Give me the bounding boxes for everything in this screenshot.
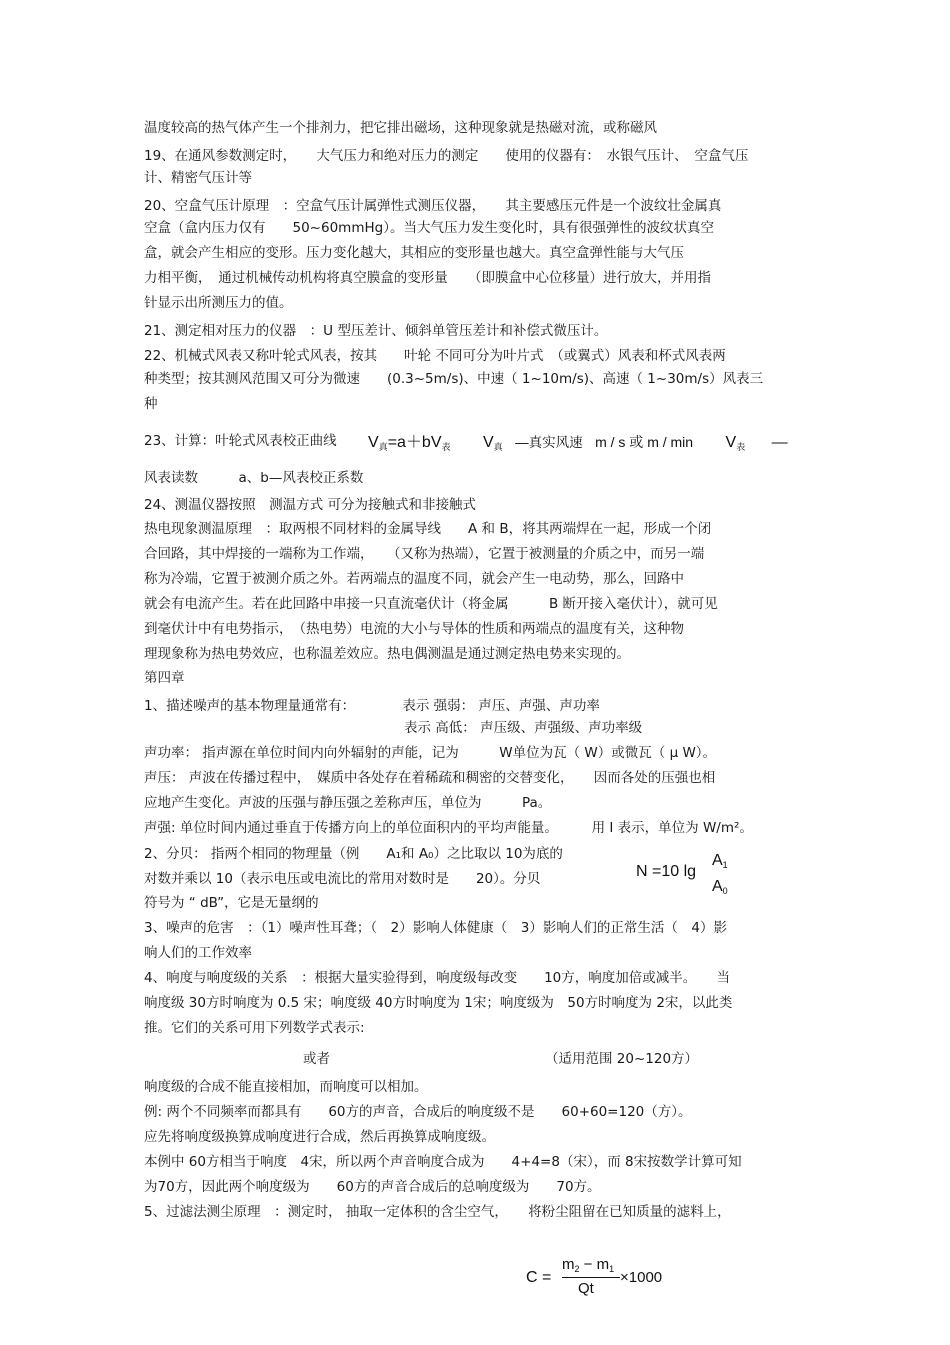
text-line: 响度级的合成不能直接相加，而响度可以相加。: [144, 1079, 428, 1095]
text-line: 温度较高的热气体产生一个排剂力，把它排出磁场，这种现象就是热磁对流，或称磁风: [144, 120, 657, 136]
text-line: 23、计算：叶轮式风表校正曲线: [144, 433, 337, 449]
text-line: 24、测温仪器按照 测温方式 可分为接触式和非接触式: [144, 497, 476, 513]
text-line: 空盒（盒内压力仅有 50~60mmHg）。当大气压力发生变化时，具有很强弹性的波纹状真空: [144, 220, 714, 236]
text-line: 推。它们的关系可用下列数学式表示:: [144, 1020, 365, 1036]
text-line: 种类型；按其测风范围又可分为微速 (0.3~5m/s)、中速（ 1~10m/s)、高速（ 1~30m/s）风表三: [144, 371, 764, 387]
text-line: 符号为 “ dB”，它是无量纲的: [144, 895, 319, 911]
text-line: 力相平衡， 通过机械传动机构将真空膜盒的变形量 （即膜盒中心位移量）进行放大，并用指: [144, 270, 711, 286]
text-line: 就会有电流产生。若在此回路中串接一只直流毫伏计（将金属 B 断开接入毫伏计），就可见: [144, 596, 718, 612]
text-line: （适用范围 20~120方）: [545, 1051, 699, 1067]
text-line: 风表读数 a、b—风表校正系数: [144, 470, 364, 486]
text-line: 理现象称为热电势效应，也称温差效应。热电偶测温是通过测定热电势来实现的。: [144, 646, 630, 662]
chapter-heading: 第四章: [144, 670, 185, 686]
text-line: 计、精密气压计等: [144, 170, 252, 186]
text-line: 2、分贝： 指两个相同的物理量（例 A₁和 A₀）之比取以 10为底的: [144, 846, 563, 862]
text-line: 4、响度与响度级的关系 ：根据大量实验得到，响度级每改变 10方，响度加倍或减半。 当: [144, 970, 731, 986]
text-line: 3、噪声的危害 ：（1）噪声性耳聋；（ 2）影响人体健康（ 3）影响人们的正常生活（ 4）影: [144, 920, 727, 936]
text-line: 1、描述噪声的基本物理量通常有： 表示 强弱： 声压、声强、声功率: [144, 698, 600, 714]
text-line: 种: [144, 396, 158, 412]
text-line: 合回路，其中焊接的一端称为工作端， （又称为热端），它置于被测量的介质之中，而另一端: [144, 546, 705, 562]
text-line: 热电现象测温原理 ：取两根不同材料的金属导线 A 和 B，将其两端焊在一起，形成一个闭: [144, 521, 712, 537]
text-line: 应地产生变化。声波的压强与静压强之差称声压，单位为 Pa。: [144, 795, 552, 811]
formula-decibel: N =10 lg A1 A0: [636, 852, 728, 896]
text-line: 19、在通风参数测定时， 大气压力和绝对压力的测定 使用的仪器有： 水银气压计、 空盒气压: [144, 148, 749, 164]
text-line: 声强: 单位时间内通过垂直于传播方向上的单位面积内的平均声能量。 用 I 表示，单位为 W/m²。: [144, 820, 753, 836]
text-line: 或者: [303, 1051, 330, 1067]
text-line: 声压： 声波在传播过程中， 媒质中各处存在着稀疏和稠密的交替变化， 因而各处的压强也相: [144, 770, 716, 786]
text-line: 表示 高低： 声压级、声强级、声功率级: [404, 720, 643, 736]
formula-dust-concentration: C = $m_2 - m_1$ Qt ×1000: [526, 1256, 663, 1297]
text-line: 针显示出所测压力的值。: [144, 295, 293, 311]
text-line: 响度级 30方时响度为 0.5 宋；响度级 40方时响度为 1宋；响度级为 50方时响度为 2宋，以此类: [144, 995, 733, 1011]
text-line: 盒，就会产生相应的变形。压力变化越大，其相应的变形量也越大。真空盒弹性能与大气压: [144, 245, 684, 261]
text-line: 为70方，因此两个响度级为 60方的声音合成后的总响度级为 70方。: [144, 1179, 601, 1195]
text-line: 21、测定相对压力的仪器 ：U 型压差计、倾斜单管压差计和补偿式微压计。: [144, 323, 608, 339]
text-line: 应先将响度级换算成响度进行合成，然后再换算成响度级。: [144, 1129, 495, 1145]
text-line: 对数并乘以 10（表示电压或电流比的常用对数时是 20）。分贝: [144, 871, 541, 887]
text-line: 例: 两个不同频率而都具有 60方的声音，合成后的响度级不是 60+60=120（方）。: [144, 1104, 692, 1120]
text-line: 5、过滤法测尘原理 ：测定时， 抽取一定体积的含尘空气， 将粉尘阻留在已知质量的滤料上，: [144, 1204, 731, 1220]
formula-wind-correction: V真=a＋bV表 V真 —真实风速 m / s 或 m / min V表 —: [368, 434, 788, 452]
text-line: 响人们的工作效率: [144, 945, 252, 961]
text-line: 称为冷端，它置于被测介质之外。若两端点的温度不同，就会产生一电动势，那么，回路中: [144, 571, 684, 587]
text-line: 20、空盒气压计原理 ：空盒气压计属弹性式测压仪器， 其主要感压元件是一个波纹壮金属真: [144, 198, 722, 214]
text-line: 到毫伏计中有电势指示， （热电势）电流的大小与导体的性质和两端点的温度有关，这种物: [144, 621, 684, 637]
text-line: 本例中 60方相当于响度 4宋，所以两个声音响度合成为 4+4=8（宋），而 8宋按数学计算可知: [144, 1154, 742, 1170]
text-line: 声功率： 指声源在单位时间内向外辐射的声能，记为 W单位为瓦（ W）或微瓦（ μ W）。: [144, 745, 717, 761]
text-line: 22、机械式风表又称叶轮式风表，按其 叶轮 不同可分为叶片式 （或翼式）风表和杯式风表两: [144, 348, 726, 364]
